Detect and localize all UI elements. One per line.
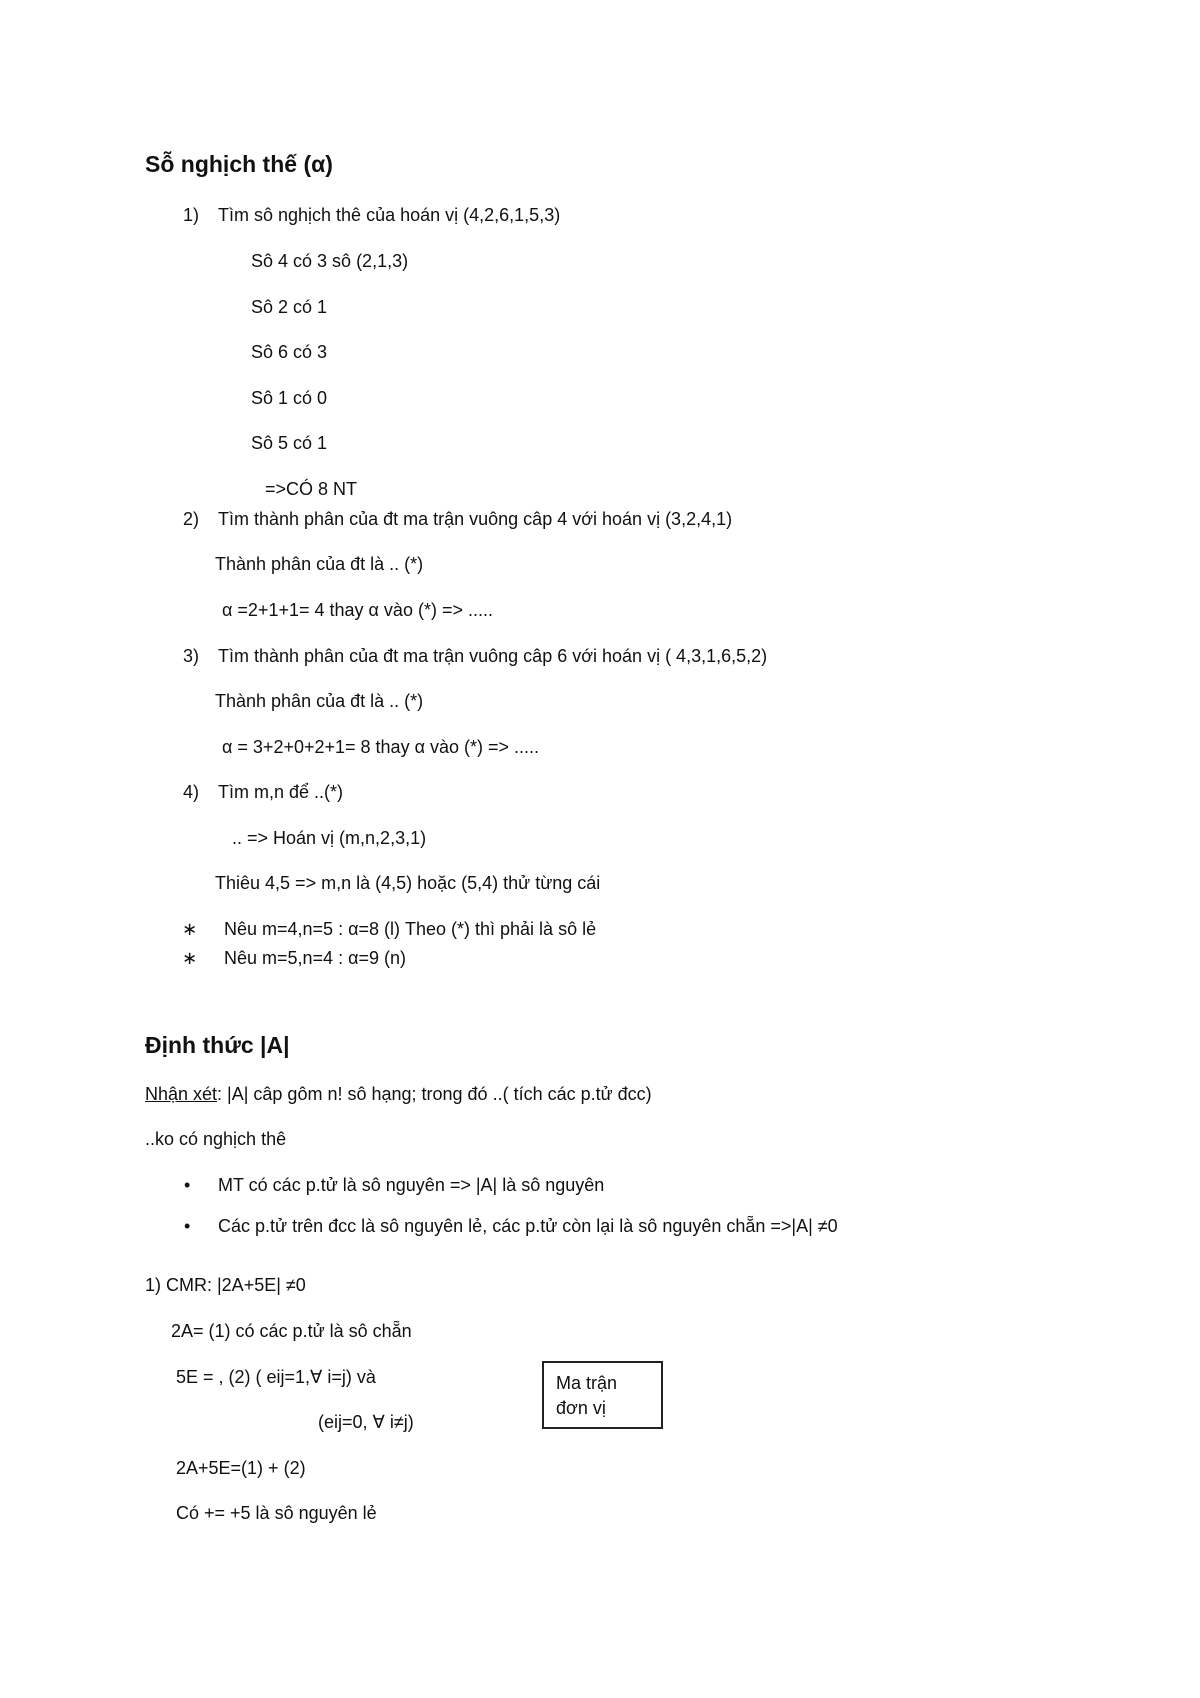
proof-line: 2A+5E=(1) + (2) [176,1458,306,1478]
proof-line: Có += +5 là sô nguyên lẻ [176,1503,377,1523]
item4-line: Thiêu 4,5 => m,n là (4,5) hoặc (5,4) thử từng cái [215,873,601,893]
item1-line: Sô 1 có 0 [251,388,328,408]
item-text: Tìm sô nghịch thê của hoán vị (4,2,6,1,5,3) [218,205,561,225]
dot-bullet-icon: • [184,1216,191,1236]
item-text: Tìm thành phân của đt ma trận vuông câp 6 với hoán vị ( 4,3,1,6,5,2) [218,646,768,666]
box-line: đơn vị [556,1398,606,1418]
section1-title: Sỗ nghịch thế (α) [145,151,333,177]
identity-matrix-note-box [542,1361,663,1429]
item-number: 2) [183,509,200,529]
item-number: 3) [183,646,200,666]
item-text: Tìm thành phân của đt ma trận vuông câp 4 với hoán vị (3,2,4,1) [218,509,733,529]
item1-line: Sô 4 có 3 sô (2,1,3) [251,251,409,271]
star-bullet-icon: ∗ [182,948,198,968]
item3-line: α = 3+2+0+2+1= 8 thay α vào (*) => ..... [222,737,540,757]
box-line: Ma trận [556,1373,618,1393]
proof-title: 1) CMR: |2A+5E| ≠0 [145,1275,306,1295]
item-text: Tìm m,n để ..(*) [218,782,344,802]
proof-line: 2A= (1) có các p.tử là sô chẵn [171,1321,412,1341]
star-item: Nêu m=4,n=5 : α=8 (l) Theo (*) thì phải là sô lẻ [224,919,597,939]
item1-line: Sô 2 có 1 [251,297,328,317]
bullet-item: MT có các p.tử là sô nguyên => |A| là sô nguyên [218,1175,605,1195]
item1-line: Sô 6 có 3 [251,342,328,362]
remark-line-2: ..ko có nghịch thê [145,1129,287,1149]
star-item: Nêu m=5,n=4 : α=9 (n) [224,948,407,968]
star-bullet-icon: ∗ [182,919,198,939]
item3-line: Thành phân của đt là .. (*) [215,691,424,711]
bullet-item: Các p.tử trên đcc là sô nguyên lẻ, các p.tử còn lại là sô nguyên chẵn =>|A| ≠0 [218,1216,838,1236]
section2-title: Định thức |A| [145,1032,290,1058]
item1-result: =>CÓ 8 NT [265,479,358,499]
item1-line: Sô 5 có 1 [251,433,328,453]
item2-line: Thành phân của đt là .. (*) [215,554,424,574]
item4-line: .. => Hoán vị (m,n,2,3,1) [232,828,427,848]
proof-line: 5E = , (2) ( eij=1,∀ i=j) và [176,1367,376,1387]
item-number: 4) [183,782,200,802]
dot-bullet-icon: • [184,1175,191,1195]
proof-line: (eij=0, ∀ i≠j) [318,1412,414,1432]
item-number: 1) [183,205,200,225]
remark-label: Nhận xét [145,1084,218,1104]
remark-text: : |A| câp gôm n! sô hạng; trong đó ..( tích các p.tử đcc) [217,1084,652,1104]
remark-line [145,1083,652,1105]
item2-line: α =2+1+1= 4 thay α vào (*) => ..... [222,600,493,620]
